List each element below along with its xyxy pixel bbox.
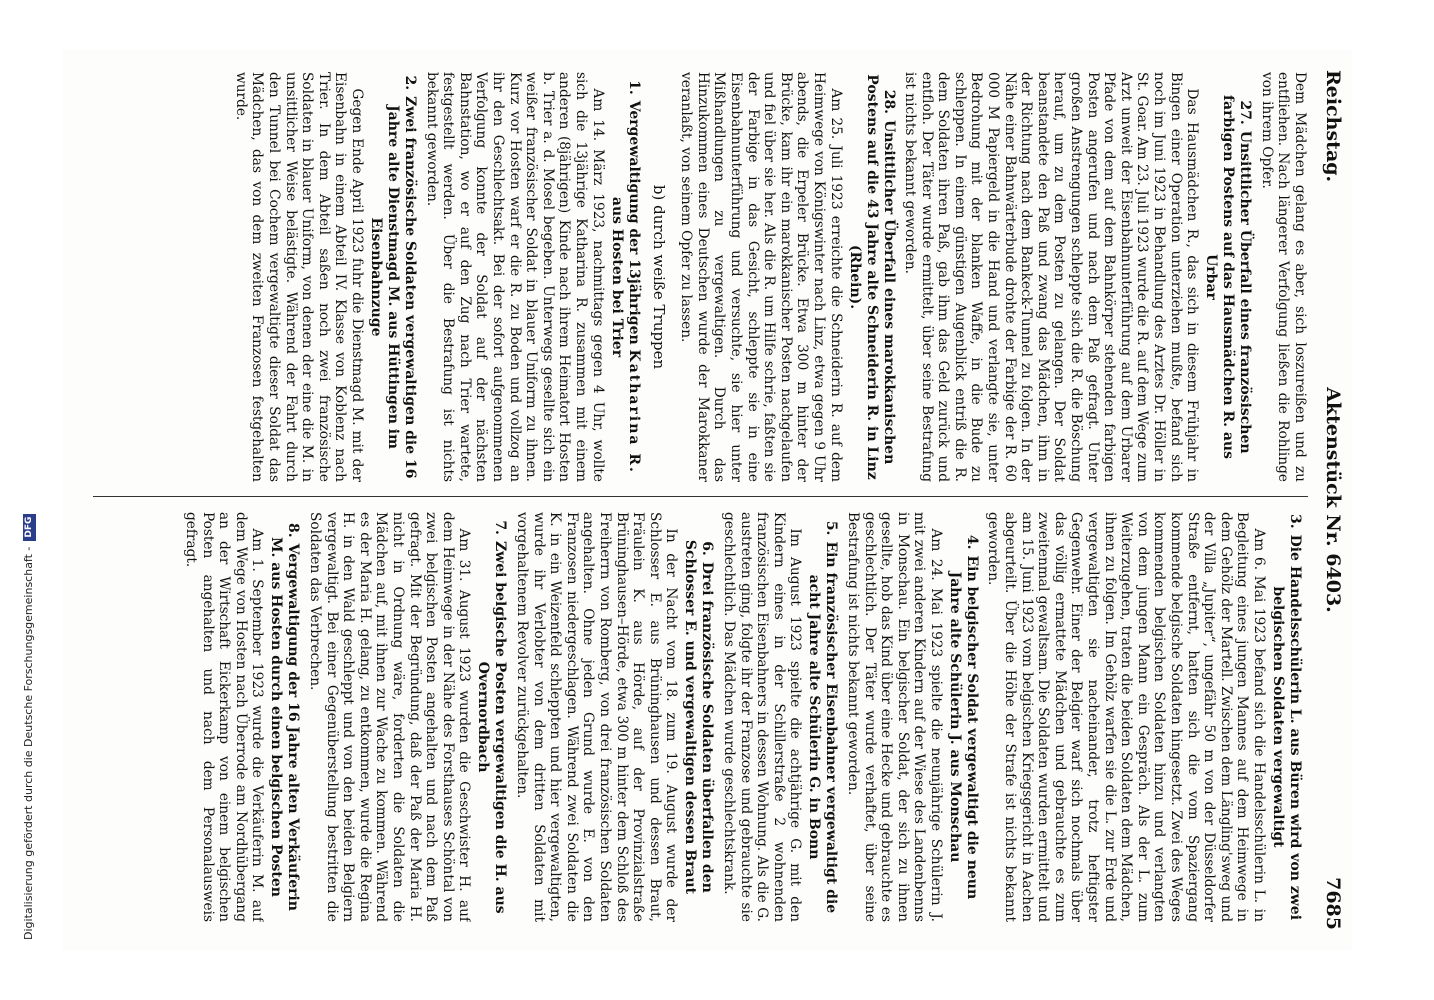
case-number: 1. [625,80,642,95]
case-number: 7. [492,520,509,535]
case-5-text: Im August 1923 spielte die achtjährige G. mit den Kindern eines in der Schillerstraße 2 wohnenden französischen Eisenbahners in dessen Wohnung. Als die G. austreten ging, folgte ihr der Franzose und gebrauchte sie geschlechtlich. Das Mädchen wurde geschlechtskrank. [720,512,804,922]
case-2-text: Gegen Ende April 1923 fuhr die Dienstmagd M. mit der Eisenbahn in einem Abteil IV. Klasse von Koblenz nach Trier. In dem Abteil saßen noch zwei französische Soldaten in blauer Uniform, von denen der eine die M. in unsittlicher Weise belästigte. Während der Fahrt durch den Tunnel bei Cochem vergewaltigte dieser Soldat das Mädchen, das von dem zweiten Franzosen festgehalten wurde. [232,72,366,482]
case-number: 6. [699,541,716,556]
case-7-heading [474,512,508,922]
rotated-page-content [62,50,1352,950]
case-6-text: In der Nacht vom 18. zum 19. August wurde der Schlosser E. aus Brüninghausen und dessen Braut, Fräulein K. aus Hörde, auf der Provinzialstraße Brüninghausen–Hörde, etwa 300 m hinter dem Schloß des Freiherrn von Romberg, von drei französischen Soldaten angehalten. Ohne jeden Grund wurde E. von den Franzosen niedergeschlagen. Während zwei Soldaten die K. in ein Weizenfeld schleppten und hier vergewaltigten, wurde ihr Verlobter von dem dritten Soldaten mit vorgehaltenem Revolver zurückgehalten. [514,512,680,922]
case-number: 28. [880,89,897,115]
case-3-text: Am 6. Mai 1923 befand sich die Handelsschülerin L. in Begleitung eines jungen Mannes auf dem Heimwege in dem Gehölz der Martell. Zwischen dem Längling'sweg und der Villa „Jupiter“, ungefähr 50 m von der Düsseldorfer Straße entfernt, hatten sich die vom Spaziergang kommende belgische Soldaten hingesetzt. Zwei des Weges kommenden belgischen Soldaten hinzu und verlangten von dem jungen Mann ein Gespräch. Als der L. zum Weiterzugehen, traten die beiden Soldaten dem Mädchen, ihnen zu folgen. Im Gehölz warfen sie die L. zur Erde und vergewaltigten sie nacheinander, trotz heftigster Gegenwehr. Einer der Belgier warf sich nochmals über das völlig ermattete Mädchen und gebrauchte es zum zweitenmal gewaltsam. Die Soldaten wurden ermittelt und am 15. Juni 1923 vom belgischen Kriegsgericht in Aachen abgeurteilt. Über die Höhe der Strafe ist nichts bekannt geworden. [985,512,1267,922]
case-number: 8. [285,523,302,538]
digitization-footer [18,0,40,1000]
case-number: 2. [402,75,419,91]
case-title: Ein französischer Eisenbahner vergewaltigt die acht Jahre alte Schülerin G. in Bonn [806,541,840,914]
case-8-text: Am 1. September 1923 wurde die Verkäuferin M. auf dem Wege von Hosten nach Überrode am Nordhübergang an der Wirtschaft Eickerkamp von einem belgischen Posten angehalten und nach dem Personalausweis gefragt. [183,512,266,922]
case-title: Drei französische Soldaten überfallen den Schlosser E. und vergewaltigen dessen Braut [682,539,716,895]
case-title: Die Handelsschülerin L. aus Büren wird von zwei belgischen Soldaten vergewaltigt [1270,534,1303,921]
case-title: Ein belgischer Soldat vergewaltigt die neun Jahre alte Schülerin J. aus Monschau [946,555,980,900]
case-title: Unsittlicher Überfall eines französischen farbigen Postens auf das Hausmädchen R. aus Urbar [1203,95,1254,459]
dfg-logo: DFG [23,514,36,541]
header-left: Reichstag. [1322,70,1344,183]
case-title: Zwei belgische Posten vergewaltigen die H. aus Overnordbach [475,540,509,914]
case-4-text: Am 24. Mai 1923 spielte die neunjährige Schülerin J. mit zwei anderen Kindern auf der Wiese des Landenbenns in Monschau. Ein belgischer Soldat, der sich zu ihnen gesellte, hob das Kind über eine Hecke und gebrauchte es geschlechtlich. Der Täter wurde verhaftet, über seine Bestrafung ist nichts bekannt geworden. [844,512,944,922]
case-2-heading [367,72,418,482]
right-column [93,512,1308,922]
case-title: Unsittlicher Überfall eines marokkanischen Postens auf die 43 Jahre alte Schneiderin R. in Linz (Rhein). [846,74,897,480]
case-27-heading [1202,72,1253,482]
case-28-text: Am 25. Juli 1923 erreichte die Schneiderin R. auf dem Heimwege von Königswinter nach Linz, etwa gegen 9 Uhr abends, die Erpeler Brücke. Etwa 300 m hinter der Brücke, kam ihr ein marokkanischer Posten nachgelaufen und fiel über sie her. Als die R. um Hilfe schrie, faßten sie der Farbige in das Gesicht, schleppte sie in eine Eisenbahnunterführung und versuchte, sie hier unter Mißhandlungen zu vergewaltigen. Durch das Hinzukommen eines Deutschen wurde der Marokkaner veranlaßt, von seinem Opfer zu lassen. [678,72,844,482]
case-1-text: Am 14. März 1923, nachmittags gegen 4 Uhr, wollte sich die 13jährige Katharina R. zusammen mit einem anderen (8jährigen) Kinde nach ihrem Heimatort Hosten b. Trier a. d. Mosel begeben. Unterwegs gesellte sich ein weißer französischer Soldat in blauer Uniform zu ihnen. Kurz vor Hosten warf er die R. zu Boden und vollzog an ihr den Geschlechtsakt. Bei der sofort aufgenommenen Verfolgung konnte der Soldat auf der nächsten Bahnstation, wo er auf den Zug nach Trier wartete, festgestellt werden. Über die Bestrafung ist nichts bekannt geworden. [423,72,606,482]
case-8-heading [268,512,302,922]
section-b-heading: b) durch weiße Truppen [649,184,668,370]
case-title-name: Katharina R. [625,349,642,474]
case-1-heading [608,72,642,482]
case-27-text: Das Hausmädchen R., das sich in diesem Frühjahr in Bingen einer Operation unterziehen mußte, befand sich noch im Juni 1923 in Behandlung des Arztes Dr. Höller in St. Goar. Am 23. Juli 1923 wurde die R. auf dem Wege zum Arzt unweit der Eisenbahnunterführung auf dem Urbarer Pfade von dem auf dem Bahnkörper stehenden farbigen Posten angerufen und nach dem Paß gefragt. Unter großen Anstrengungen schleppte sich die R. die Böschung herauf, um zu dem Posten zu gelangen. Der Soldat beanstandete den Paß und zwang das Mädchen, ihm in der Richtung nach dem Bankeck-Tunnel zu folgen. In der Nähe einer Bahnwärterbude drohte der Farbige der R. 60 000 M Papiergeld in die Hand und verlangte sie, unter Bedrohung mit der blanken Waffe, in die Bude zu schleppen. In einem günstigen Augenblick entriß die R. dem Soldaten ihren Paß, gab ihm das Geld zurück und entfloh. Der Täter wurde ermittelt, über seine Bestrafung ist nichts bekannt geworden. [902,72,1201,482]
case-7-text: Am 31. August 1923 wurden die Geschwister H. auf dem Heimwege in der Nähe des Forsthauses Schöntal von zwei belgischen Posten angehalten und nach dem Paß gefragt. Mit der Begründung, daß der Paß der Maria H. nicht in Ordnung wäre, forderten die Soldaten die Mädchen auf, mit ihnen zur Wache zu kommen. Während es der Maria H. gelang, zu entkommen, wurde die Regina H. in den Wald geschleppt und von den beiden Belgiern vergewaltigt. Bei einer Gegenüberstellung bestritten die Soldaten das Verbrechen. [307,512,473,922]
page-header [1314,70,1344,930]
case-title: Vergewaltigung der 16 Jahre alten Verkäuferin M. aus Hosten durch einen belgischen Posten [268,536,302,911]
case-title: Zwei französische Soldaten vergewaltigen die 16 Jahre alte Dienstmagd M. aus Hüttingen im Eisenbahnzuge [368,96,419,479]
case-number: 3. [1287,513,1303,529]
case-5-heading [805,512,839,922]
column-divider [93,496,1308,497]
intro-paragraph: Dem Mädchen gelang es aber, sich loszureißen und zu entfliehen. Nach längerer Verfolgung ließen die Rohlinge von ihrem Opfer. [1258,72,1308,482]
case-title-tail: aus Hosten bei Trier [608,196,625,358]
case-28-heading [846,72,897,482]
footer-text: Digitalisierung gefördert durch die Deutsche Forschungsgemeinschaft - [22,546,35,940]
case-title: Vergewaltigung der 13jährigen [625,100,642,345]
page-number: 7685 [1322,877,1344,930]
case-number: 5. [823,520,840,536]
case-4-heading [946,512,980,922]
case-number: 27. [1237,100,1254,125]
left-column [93,72,1308,482]
header-title: Aktenstück Nr. 6403. [1322,387,1344,613]
case-3-heading [1269,512,1303,922]
case-number: 4. [963,534,980,550]
case-6-heading [681,512,715,922]
